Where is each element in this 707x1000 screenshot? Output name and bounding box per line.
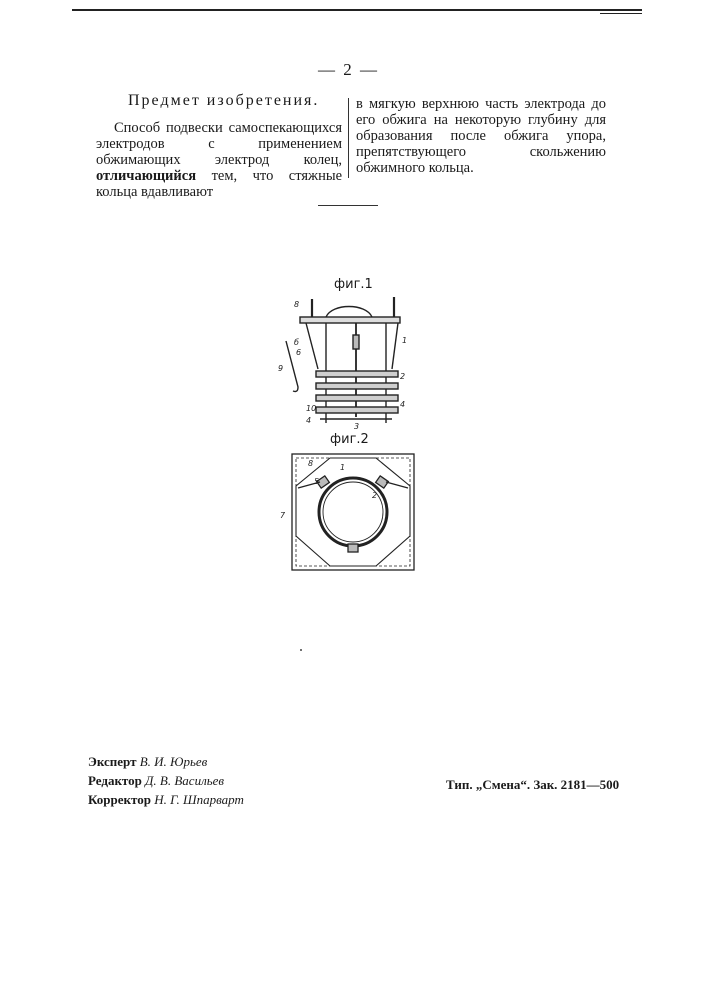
credit-editor: Редактор Д. В. Васильев [88, 773, 225, 788]
fig2-callout-8: 8 [308, 459, 314, 468]
fig1-callout-2: 2 [400, 372, 406, 381]
credits-block [88, 752, 244, 809]
fig1-callout-b: б [294, 338, 299, 347]
fig1-callout-3: 3 [354, 422, 360, 431]
fig2-callout-7: 7 [280, 511, 286, 520]
fig2-label: фиг.2 [330, 432, 369, 447]
fig1-label: фиг.1 [334, 277, 373, 292]
fig2-drawing [278, 450, 428, 575]
fig1-callout-10: 10 [306, 404, 317, 413]
claim-text-left-column [96, 120, 342, 200]
column-divider [348, 98, 349, 178]
printer-imprint: Тип. „Смена“. Зак. 2181—500 [446, 777, 620, 792]
claim-text-left-part2: тем, что стяжные кольца вдавливают [96, 168, 343, 200]
fig1-callout-4-left: 4 [306, 416, 312, 425]
fig1-callout-9: 9 [278, 364, 284, 373]
credit-corrector: Корректор Н. Г. Шпарварт [88, 792, 244, 807]
fig2-callout-5: 5 [314, 477, 320, 486]
claim-text-right-column: в мягкую верхнюю часть электрода до его обжига на некоторую глубину для образования после обжига упора, препятствующего скольжению обжимного кольца. [356, 96, 606, 176]
claim-keyword: отличающийся [96, 168, 197, 184]
claim-heading: Предмет изобретения. [128, 92, 320, 109]
credit-expert: Эксперт В. И. Юрьев [88, 754, 208, 769]
section-separator-rule [318, 205, 378, 206]
fig1-callout-1: 1 [402, 336, 408, 345]
fig2-callout-2: 2 [372, 491, 378, 500]
fig1-callout-8: 8 [294, 300, 300, 309]
speck [300, 649, 302, 651]
fig2-callout-1: 1 [340, 463, 346, 472]
page-number: — 2 — [318, 60, 379, 79]
claim-text-left-part1: Способ подвески самоспекающихся электродов с применением обжимающих электрод колец, [96, 120, 342, 168]
fig1-callout-4-right: 4 [400, 400, 406, 409]
top-border-rule [72, 9, 642, 11]
fig1-callout-6: 6 [296, 348, 302, 357]
fig1-drawing [276, 295, 416, 435]
top-border-rule-secondary [600, 13, 642, 14]
